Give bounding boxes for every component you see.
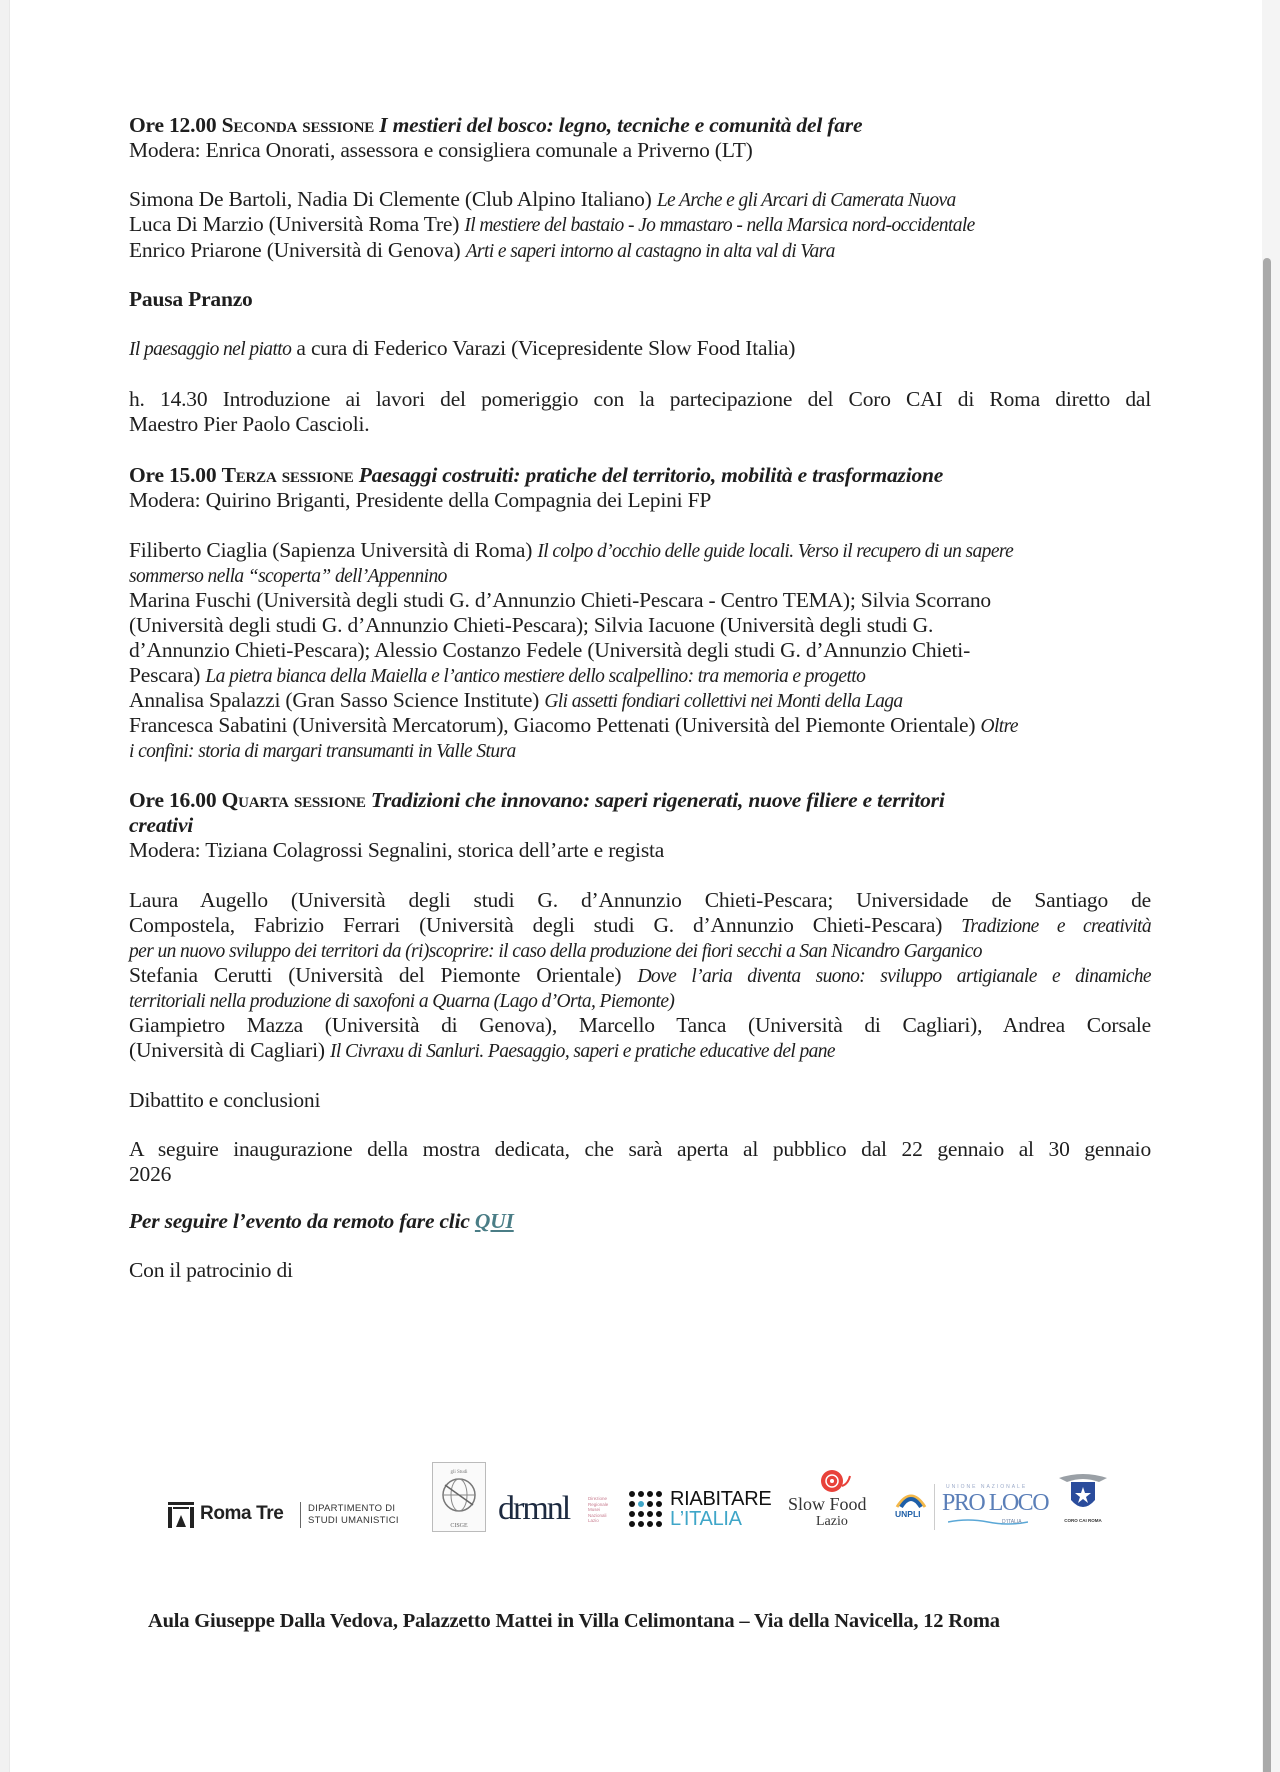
talk-line: (Università di Cagliari) Il Civraxu di Sanluri. Paesaggio, saperi e pratiche educative del pane [129, 1038, 835, 1062]
intro-line-2: Maestro Pier Paolo Cascioli. [129, 412, 370, 436]
unpli-arch-icon [893, 1487, 929, 1509]
talk-line: Marina Fuschi (Università degli studi G. d’Annunzio Chieti-Pescara - Centro TEMA); Silvia Scorrano [129, 588, 991, 612]
session-2-moderator: Modera: Enrica Onorati, assessora e consigliera comunale a Priverno (LT) [129, 138, 753, 162]
logo-coro-cai-roma [1055, 1470, 1111, 1528]
lunch-line: Il paesaggio nel piatto a cura di Federico Varazi (Vicepresidente Slow Food Italia) [129, 336, 796, 360]
session-label: Seconda sessione [221, 113, 375, 137]
patronage-label: Con il patrocinio di [129, 1258, 293, 1282]
venue-address: Aula Giuseppe Dalla Vedova, Palazzetto Mattei in Villa Celimontana – Via della Navicella, 12 Roma [148, 1610, 1000, 1632]
scrollbar-thumb[interactable] [1263, 258, 1271, 1772]
logo-slow-food-lazio [788, 1468, 888, 1534]
session-title: Tradizioni che innovano: saperi rigenerati, nuove filiere e territori [370, 788, 945, 812]
session-label: Terza sessione [221, 463, 354, 487]
session-time: Ore 16.00 [129, 788, 217, 812]
pro-loco-name: PRO LOCO [942, 1490, 1049, 1516]
roma-tre-icon [168, 1502, 194, 1528]
talk-line: Luca Di Marzio (Università Roma Tre) Il mestiere del bastaio - Jo mmastaro - nella Marsica nord-occidentale [129, 212, 975, 236]
session-time: Ore 12.00 [129, 113, 217, 137]
pro-loco-top: UNIONE NAZIONALE [946, 1484, 1028, 1490]
roma-tre-name: Roma Tre [200, 1503, 284, 1524]
session-title: Paesaggi costruiti: pratiche del territorio, mobilità e trasformazione [358, 463, 944, 487]
debate-line: Dibattito e conclusioni [129, 1088, 321, 1112]
dot-grid-icon [628, 1490, 666, 1530]
remote-line: Per seguire l’evento da remoto fare clic QUI [129, 1209, 514, 1233]
unpli-name: UNPLI [895, 1509, 921, 1519]
lunch-title: Il paesaggio nel piatto [129, 339, 292, 360]
talk-line: Simona De Bartoli, Nadia Di Clemente (Club Alpino Italiano) Le Arche e gli Arcari di Camerata Nuova [129, 187, 956, 211]
riabitare-line-1: RIABITARE [670, 1488, 772, 1510]
riabitare-line-2: L’ITALIA [670, 1508, 742, 1530]
talk-line: territoriali nella produzione di saxofoni a Quarna (Lago d’Orta, Piemonte) [129, 991, 675, 1012]
talk-line: Laura Augello (Università degli studi G. d’Annunzio Chieti-Pescara; Universidade de Santiago de [129, 888, 1151, 912]
session-2-heading [129, 111, 862, 139]
logo-riabitare-italia [628, 1488, 783, 1532]
session-3-heading [129, 461, 943, 489]
drmn-name: drmnl [498, 1490, 570, 1527]
talk-line: Giampietro Mazza (Università di Genova), Marcello Tanca (Università di Cagliari), Andrea Corsale [129, 1013, 1151, 1037]
intro-line-1: h. 14.30 Introduzione ai lavori del pomeriggio con la partecipazione del Coro CAI di Roma diretto dal [129, 387, 1151, 411]
slow-food-name: Slow Food [788, 1494, 867, 1514]
session-time: Ore 15.00 [129, 463, 217, 487]
exhibition-line-2: 2026 [129, 1162, 172, 1186]
slow-food-region: Lazio [816, 1514, 848, 1529]
drmn-sub: Direzione Regionale Musei Nazionali Lazio [588, 1496, 609, 1523]
session-3-moderator: Modera: Quirino Briganti, Presidente della Compagnia dei Lepini FP [129, 488, 712, 512]
talk-line: Francesca Sabatini (Università Mercatorum), Giacomo Pettenati (Università del Piemonte Orientale) Oltre [129, 713, 1018, 737]
session-4-heading [129, 786, 945, 814]
cisge-name: CISGE [450, 1523, 468, 1529]
session-title: I mestieri del bosco: legno, tecniche e comunità del fare [379, 113, 863, 137]
exhibition-line-1: A seguire inaugurazione della mostra dedicata, che sarà aperta al pubblico dal 22 gennaio al 30 gennaio [129, 1137, 1151, 1161]
globe-seal-icon [433, 1463, 485, 1531]
logo-roma-tre [168, 1499, 403, 1531]
talk-line: Filiberto Ciaglia (Sapienza Università di Roma) Il colpo d’occhio delle guide locali. Verso il recupero di un sapere [129, 538, 1014, 562]
pro-loco-sub: D’ITALIA [1002, 1519, 1022, 1525]
talk-line: d’Annunzio Chieti-Pescara); Alessio Costanzo Fedele (Università degli studi G. d’Annunzio Chieti- [129, 638, 971, 662]
session-4-moderator: Modera: Tiziana Colagrossi Segnalini, storica dell’arte e regista [129, 838, 665, 862]
talk-line: sommerso nella “scoperta” dell’Appennino [129, 566, 447, 587]
talk-line: (Università degli studi G. d’Annunzio Chieti-Pescara); Silvia Iacuone (Università degli studi G. [129, 613, 934, 637]
cai-eagle-shield-icon [1055, 1470, 1111, 1518]
logo-pro-loco [940, 1484, 1049, 1532]
session-4-heading-cont: creativi [129, 813, 194, 837]
remote-link[interactable]: QUI [474, 1209, 514, 1233]
session-label: Quarta sessione [221, 788, 366, 812]
talk-line: i confini: storia di margari transumanti in Valle Stura [129, 741, 516, 762]
logo-divider [300, 1502, 301, 1528]
lunch-heading: Pausa Pranzo [129, 287, 253, 311]
logo-divider [934, 1484, 935, 1530]
coro-cai-name: CORO CAI ROMA [1064, 1518, 1102, 1523]
talk-line: Compostela, Fabrizio Ferrari (Università degli studi G. d’Annunzio Chieti-Pescara) Tradizione e creatività [129, 913, 1151, 937]
roma-tre-dept-2: STUDI UMANISTICI [308, 1515, 399, 1526]
svg-text:gli Studi: gli Studi [450, 1470, 468, 1475]
logo-cisge [432, 1462, 486, 1532]
roma-tre-dept-1: DIPARTIMENTO DI [308, 1503, 396, 1514]
left-edge [0, 0, 10, 1772]
talk-line: per un nuovo sviluppo dei territori da (ri)scoprire: il caso della produzione dei fiori secchi a San Nicandro Garganico [129, 941, 982, 962]
logo-unpli [893, 1487, 929, 1529]
talk-line: Pescara) La pietra bianca della Maiella e l’antico mestiere dello scalpellino: tra memoria e progetto [129, 663, 866, 687]
talk-line: Stefania Cerutti (Università del Piemonte Orientale) Dove l’aria diventa suono: sviluppo artigianale e dinamiche [129, 963, 1151, 987]
talk-line: Enrico Priarone (Università di Genova) Arti e saperi intorno al castagno in alta val di Vara [129, 238, 835, 262]
logo-drmn [498, 1490, 618, 1530]
talk-line: Annalisa Spalazzi (Gran Sasso Science Institute) Gli assetti fondiari collettivi nei Monti della Laga [129, 688, 903, 712]
snail-icon [818, 1468, 852, 1494]
